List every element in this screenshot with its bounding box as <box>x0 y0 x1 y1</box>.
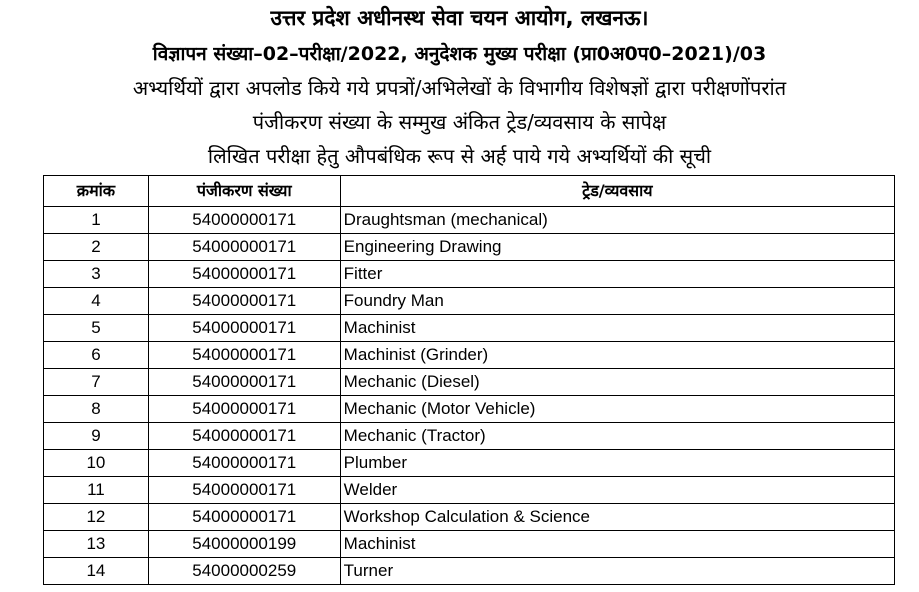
serial-number-cell: 2 <box>44 234 149 261</box>
trade-cell: Engineering Drawing <box>340 234 894 261</box>
trade-cell: Foundry Man <box>340 288 894 315</box>
registration-number-cell: 54000000199 <box>148 531 340 558</box>
table-row <box>44 369 895 396</box>
table-header-row <box>44 176 895 207</box>
trade-cell: Draughtsman (mechanical) <box>340 207 894 234</box>
table-row <box>44 288 895 315</box>
serial-number-cell: 14 <box>44 558 149 585</box>
list-description-line-1: अभ्यर्थियों द्वारा अपलोड किये गये प्रपत्रों/अभिलेखों के विभागीय विशेषज्ञों द्वारा परीक्षणोंपरांत <box>132 76 787 100</box>
trade-cell: Mechanic (Motor Vehicle) <box>340 396 894 423</box>
serial-number-cell: 13 <box>44 531 149 558</box>
list-description-line-3: लिखित परीक्षा हेतु औपबंधिक रूप से अर्ह पाये गये अभ्यर्थियों की सूची <box>207 144 712 168</box>
serial-number-cell: 5 <box>44 315 149 342</box>
table-row <box>44 558 895 585</box>
serial-number-cell: 12 <box>44 504 149 531</box>
registration-number-cell: 54000000171 <box>148 450 340 477</box>
advertisement-number: विज्ञापन संख्या–02–परीक्षा/2022, अनुदेशक मुख्य परीक्षा (प्रा0अ0प0–2021)/03 <box>152 43 767 65</box>
qualified-candidates-table <box>43 175 895 585</box>
registration-number-cell: 54000000171 <box>148 315 340 342</box>
serial-number-cell: 9 <box>44 423 149 450</box>
table-row <box>44 477 895 504</box>
table-row <box>44 423 895 450</box>
trade-cell: Machinist <box>340 315 894 342</box>
serial-number-cell: 1 <box>44 207 149 234</box>
serial-number-cell: 11 <box>44 477 149 504</box>
column-header-trade: ट्रेड/व्यवसाय <box>340 176 894 207</box>
table-row <box>44 504 895 531</box>
table-row <box>44 261 895 288</box>
column-header-registration: पंजीकरण संख्या <box>148 176 340 207</box>
serial-number-cell: 6 <box>44 342 149 369</box>
registration-number-cell: 54000000171 <box>148 477 340 504</box>
serial-number-cell: 3 <box>44 261 149 288</box>
table-row <box>44 342 895 369</box>
list-description-line-2: पंजीकरण संख्या के सम्मुख अंकित ट्रेड/व्यवसाय के सापेक्ष <box>252 110 667 134</box>
column-header-serial: क्रमांक <box>44 176 149 207</box>
trade-cell: Machinist <box>340 531 894 558</box>
serial-number-cell: 10 <box>44 450 149 477</box>
table-row <box>44 450 895 477</box>
registration-number-cell: 54000000171 <box>148 396 340 423</box>
trade-cell: Turner <box>340 558 894 585</box>
registration-number-cell: 54000000259 <box>148 558 340 585</box>
serial-number-cell: 8 <box>44 396 149 423</box>
registration-number-cell: 54000000171 <box>148 288 340 315</box>
registration-number-cell: 54000000171 <box>148 423 340 450</box>
table-row <box>44 315 895 342</box>
registration-number-cell: 54000000171 <box>148 261 340 288</box>
registration-number-cell: 54000000171 <box>148 234 340 261</box>
trade-cell: Plumber <box>340 450 894 477</box>
trade-cell: Mechanic (Tractor) <box>340 423 894 450</box>
trade-cell: Fitter <box>340 261 894 288</box>
registration-number-cell: 54000000171 <box>148 207 340 234</box>
registration-number-cell: 54000000171 <box>148 342 340 369</box>
serial-number-cell: 7 <box>44 369 149 396</box>
registration-number-cell: 54000000171 <box>148 369 340 396</box>
commission-title: उत्तर प्रदेश अधीनस्थ सेवा चयन आयोग, लखनऊ। <box>270 6 649 30</box>
trade-cell: Workshop Calculation & Science <box>340 504 894 531</box>
table-row <box>44 396 895 423</box>
trade-cell: Mechanic (Diesel) <box>340 369 894 396</box>
trade-cell: Welder <box>340 477 894 504</box>
table-row <box>44 531 895 558</box>
table-row <box>44 207 895 234</box>
serial-number-cell: 4 <box>44 288 149 315</box>
table-row <box>44 234 895 261</box>
trade-cell: Machinist (Grinder) <box>340 342 894 369</box>
registration-number-cell: 54000000171 <box>148 504 340 531</box>
